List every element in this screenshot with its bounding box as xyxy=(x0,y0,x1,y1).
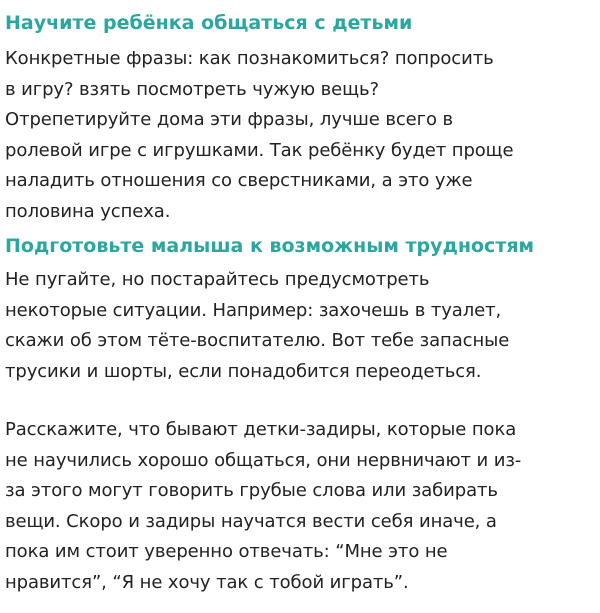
text-line: Конкретные фразы: как познакомиться? попросить xyxy=(5,48,494,69)
text-line: в игру? взять посмотреть чужую вещь? xyxy=(5,78,379,100)
text-line: за этого могут говорить грубые слова или забирать xyxy=(5,480,498,501)
text-line: пока им стоит уверенно отвечать: “Мне это не xyxy=(5,541,448,562)
section-heading-difficulties: Подготовьте малыша к возможным трудностям xyxy=(5,235,535,257)
section-paragraph-difficulties-2 xyxy=(5,415,594,598)
text-line: скажи об этом тёте-воспитателю. Вот тебе запасные xyxy=(5,330,510,351)
section-heading-communication: Научите ребёнка общаться с детьми xyxy=(5,12,413,34)
text-line: нравится”, “Я не хочу так с тобой играть”. xyxy=(5,571,409,593)
text-line: Расскажите, что бывают детки-задиры, которые пока xyxy=(5,419,517,440)
text-line: ролевой игре с игрушками. Так ребёнку будет проще xyxy=(5,139,514,161)
text-line: Отрепетируйте дома эти фразы, лучше всего в xyxy=(5,109,454,130)
text-line: половина успеха. xyxy=(5,200,171,222)
text-line: вещи. Скоро и задиры научатся вести себя иначе, а xyxy=(5,510,497,532)
text-line: некоторые ситуации. Например: захочешь в туалет, xyxy=(5,299,502,321)
text-line: трусики и шорты, если понадобится переодеться. xyxy=(5,360,482,382)
paragraph-spacer xyxy=(5,387,594,415)
text-line: не научились хорошо общаться, они нервничают и из- xyxy=(5,449,522,471)
text-line: Не пугайте, но постарайтесь предусмотреть xyxy=(5,269,430,290)
section-paragraph-communication xyxy=(5,44,594,227)
text-line: наладить отношения со сверстниками, а это уже xyxy=(5,170,473,191)
section-paragraph-difficulties-1 xyxy=(5,265,594,387)
